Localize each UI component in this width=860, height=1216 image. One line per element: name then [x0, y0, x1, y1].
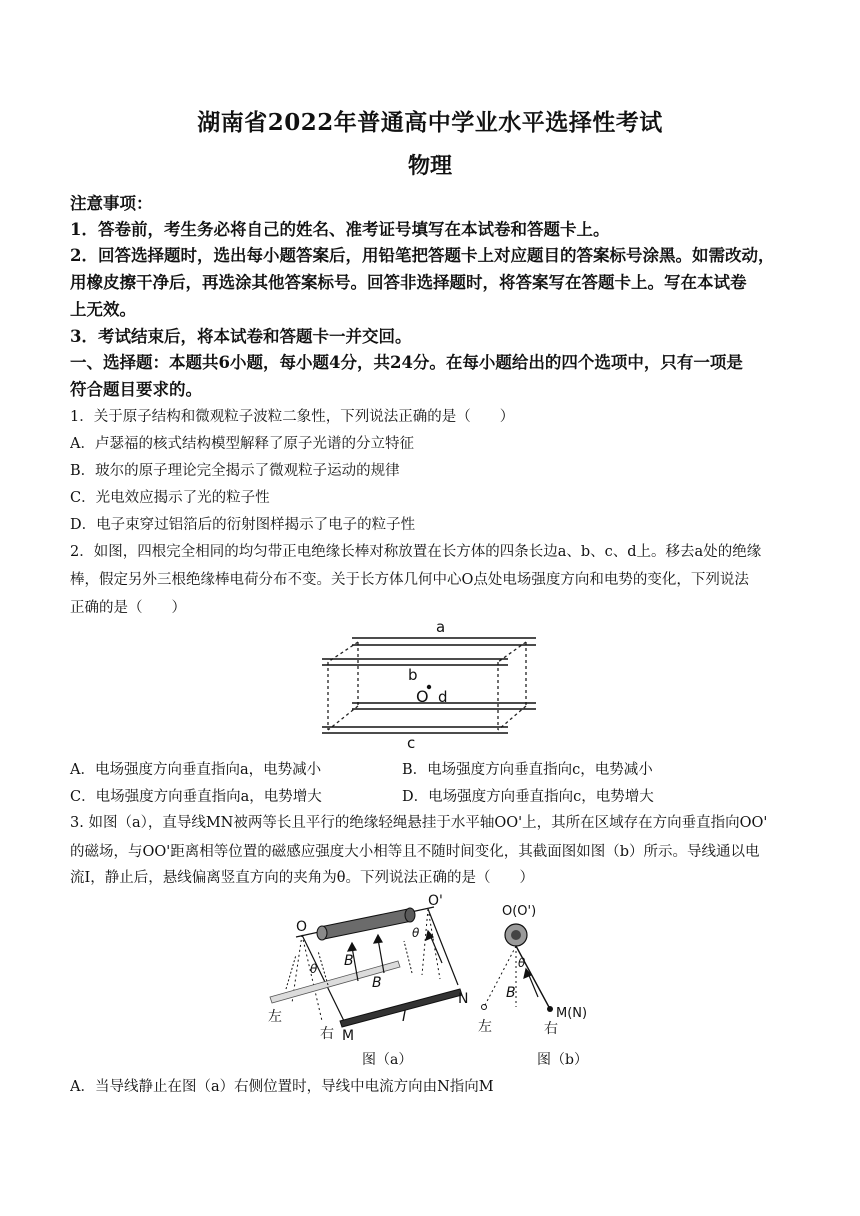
- note-item-3: 3．考试结束后，将本试卷和答题卡一并交回。: [70, 327, 412, 346]
- fig-b-label-right: 右: [544, 1021, 558, 1037]
- rod-label-a: a: [436, 618, 446, 636]
- q3-option-a: A．当导线静止在图（a）右侧位置时，导线中电流方向由N指向M: [70, 1079, 494, 1095]
- fig-a-label-left: 左: [268, 1009, 282, 1025]
- q1-option-c: C．光电效应揭示了光的粒子性: [70, 490, 270, 506]
- fig-a-theta-right: θ: [412, 926, 420, 940]
- q2-option-b: B．电场强度方向垂直指向c，电势减小: [402, 762, 653, 778]
- q2-stem-line-1: 2．如图，四根完全相同的均匀带正电绝缘长棒对称放置在长方体的四条长边a、b、c、d上。移去a处的绝缘: [70, 544, 762, 560]
- fig-a-label-n: N: [458, 991, 469, 1007]
- rod-label-d: d: [438, 688, 448, 706]
- cylinder-magnet: [317, 908, 415, 940]
- fig-a-label-b2: B: [372, 975, 382, 991]
- q3-figure-a: [262, 893, 484, 1043]
- fig-a-label-right: 右: [320, 1026, 334, 1042]
- q1-stem: 1．关于原子结构和微观粒子波粒二象性，下列说法正确的是（ ）: [70, 409, 515, 425]
- fig-a-label-m: M: [342, 1028, 355, 1043]
- note-item-2-line-3: 上无效。: [70, 300, 136, 319]
- note-item-2-line-2: 用橡皮擦干净后，再选涂其他答案标号。回答非选择题时，将答案写在答题卡上。写在本试卷: [70, 273, 747, 292]
- fig-a-label-i: I: [402, 1009, 407, 1025]
- section-1-heading-line-2: 符合题目要求的。: [70, 380, 202, 399]
- exam-title: 湖南省2022年普通高中学业水平选择性考试: [197, 109, 663, 136]
- fig-a-label-o: O: [296, 919, 308, 935]
- note-item-1: 1．答卷前，考生务必将自己的姓名、准考证号填写在本试卷和答题卡上。: [70, 220, 610, 239]
- fig-a-theta-left: θ: [310, 962, 318, 976]
- q2-option-d: D．电场强度方向垂直指向c，电势增大: [402, 789, 654, 805]
- subject-title: 物理: [407, 153, 452, 179]
- rod-label-c: c: [407, 734, 416, 750]
- fig-a-label-b1: B: [344, 953, 354, 969]
- center-label-o: O: [416, 687, 429, 706]
- q2-box-figure: [318, 618, 556, 750]
- q3-figure-b: [470, 895, 610, 1045]
- q3-stem-line-2: 的磁场，与OO'距离相等位置的磁感应强度大小相等且不随时间变化，其截面图如图（b）所示。导线通以电: [70, 844, 760, 860]
- section-1-heading-line-1: 一、选择题：本题共6小题，每小题4分，共24分。在每小题给出的四个选项中，只有一项是: [70, 353, 743, 372]
- q1-option-a: A．卢瑟福的核式结构模型解释了原子光谱的分立特征: [70, 436, 414, 452]
- fig-a-label-o-prime: O': [428, 893, 443, 909]
- note-item-2-line-1: 2．回答选择题时，选出每小题答案后，用铅笔把答题卡上对应题目的答案标号涂黑。如需改动，: [70, 246, 775, 265]
- q2-stem-line-2: 棒，假定另外三根绝缘棒电荷分布不变。关于长方体几何中心O点处电场强度方向和电势的变化，下列说法: [70, 572, 749, 588]
- fig-b-theta: θ: [518, 956, 526, 970]
- q2-stem-line-3: 正确的是（ ）: [70, 600, 186, 616]
- fig-b-label-o: O(O'): [502, 904, 537, 919]
- rod-label-b: b: [408, 666, 418, 684]
- q2-option-a: A．电场强度方向垂直指向a，电势减小: [70, 762, 322, 778]
- figure-b-caption: 图（b）: [537, 1052, 588, 1068]
- fig-b-label-m: M(N): [556, 1006, 588, 1021]
- fig-b-label-left: 左: [478, 1019, 492, 1035]
- fig-b-label-b: B: [506, 985, 516, 1001]
- q1-option-d: D．电子束穿过铝箔后的衍射图样揭示了电子的粒子性: [70, 517, 416, 533]
- conductor-point: [547, 1006, 553, 1012]
- q1-option-b: B．玻尔的原子理论完全揭示了微观粒子运动的规律: [70, 463, 400, 479]
- q3-stem-line-3: 流I，静止后，悬线偏离竖直方向的夹角为θ。下列说法正确的是（ ）: [70, 870, 534, 886]
- figure-a-caption: 图（a）: [362, 1052, 413, 1068]
- notes-heading: 注意事项：: [70, 194, 153, 213]
- q2-option-c: C．电场强度方向垂直指向a，电势增大: [70, 789, 322, 805]
- q3-stem-line-1: 3. 如图（a），直导线MN被两等长且平行的绝缘轻绳悬挂于水平轴OO'上，其所在区域存在方向垂直指向OO': [70, 815, 768, 831]
